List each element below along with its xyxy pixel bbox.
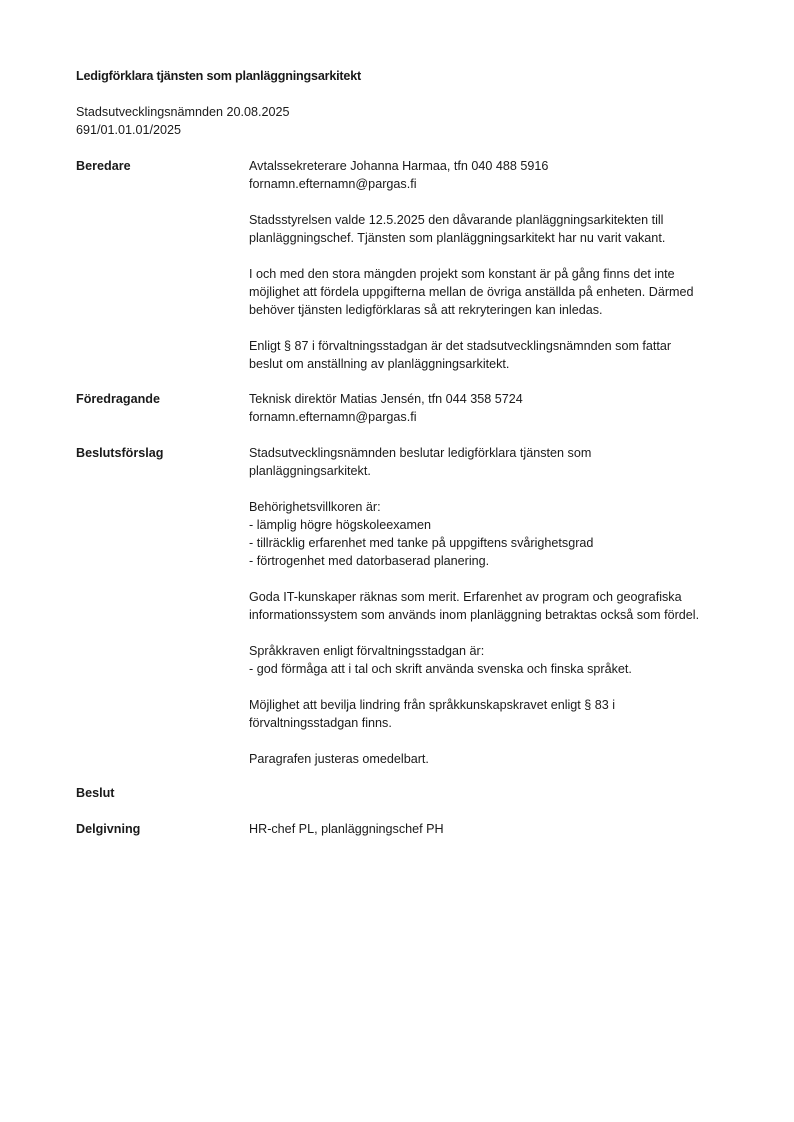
text-line: beslut om anställning av planläggningsarkitekt. [249,357,510,371]
requirement-item: - tillräcklig erfarenhet med tanke på uppgiftens svårighetsgrad [249,536,594,550]
requirements-list [249,498,749,570]
preparer-name: Avtalssekreterare Johanna Harmaa, tfn 040 488 5916 [249,159,549,173]
meeting-line: Stadsutvecklingsnämnden 20.08.2025 [76,105,290,119]
requirements-heading: Behörighetsvillkoren är: [249,500,381,514]
language-item: - god förmåga att i tal och skrift använda svenska och finska språket. [249,662,632,676]
text-line: Möjlighet att bevilja lindring från språkkunskapskravet enligt § 83 i [249,698,616,712]
text-line: Paragrafen justeras omedelbart. [249,752,429,766]
justification-paragraph [249,750,749,768]
section-label-beslutsforslag: Beslutsförslag [76,446,164,460]
section-content-beslutsforslag [249,444,749,768]
text-line: Stadsstyrelsen valde 12.5.2025 den dåvarande planläggningsarkitekten till [249,213,664,227]
section-label-beslut: Beslut [76,786,115,800]
text-line: möjlighet att fördela uppgifterna mellan de övriga anställda på enheten. Därmed [249,285,694,299]
section-label-foredragande: Föredragande [76,392,160,406]
text-line: Stadsutvecklingsnämnden beslutar ledigförklara tjänsten som [249,446,592,460]
text-line: informationssystem som används inom planläggning betraktas också som fördel. [249,608,700,622]
reference-number: 691/01.01.01/2025 [76,123,182,137]
section-content-delgivning [249,820,749,838]
presenter-name: Teknisk direktör Matias Jensén, tfn 044 358 5724 [249,392,523,406]
presenter-email: fornamn.efternamn@pargas.fi [249,410,417,424]
distribution-recipients: HR-chef PL, planläggningschef PH [249,822,444,836]
authority-paragraph [249,337,749,373]
preparer-contact [249,157,749,193]
section-content-beredare [249,157,749,373]
rationale-paragraph [249,265,749,319]
preparer-email: fornamn.efternamn@pargas.fi [249,177,417,191]
section-label-delgivning: Delgivning [76,822,141,836]
relief-paragraph [249,696,749,732]
merit-paragraph [249,588,749,624]
document-meta [76,103,290,139]
text-line: behöver tjänsten ledigförklaras så att rekryteringen kan inledas. [249,303,603,317]
language-requirements [249,642,749,678]
proposal-intro [249,444,749,480]
requirement-item: - lämplig högre högskoleexamen [249,518,432,532]
background-paragraph [249,211,749,247]
text-line: Enligt § 87 i förvaltningsstadgan är det stadsutvecklingsnämnden som fattar [249,339,672,353]
text-line: Goda IT-kunskaper räknas som merit. Erfarenhet av program och geografiska [249,590,682,604]
requirement-item: - förtrogenhet med datorbaserad planering. [249,554,490,568]
section-label-beredare: Beredare [76,159,131,173]
text-line: förvaltningsstadgan finns. [249,716,392,730]
section-content-foredragande [249,390,749,426]
presenter-contact [249,390,749,426]
text-line: planläggningsarkitekt. [249,464,371,478]
text-line: I och med den stora mängden projekt som konstant är på gång finns det inte [249,267,675,281]
document-title: Ledigförklara tjänsten som planläggningsarkitekt [76,69,362,83]
language-heading: Språkkraven enligt förvaltningsstadgan är: [249,644,485,658]
text-line: planläggningschef. Tjänsten som planläggningsarkitekt har nu varit vakant. [249,231,666,245]
